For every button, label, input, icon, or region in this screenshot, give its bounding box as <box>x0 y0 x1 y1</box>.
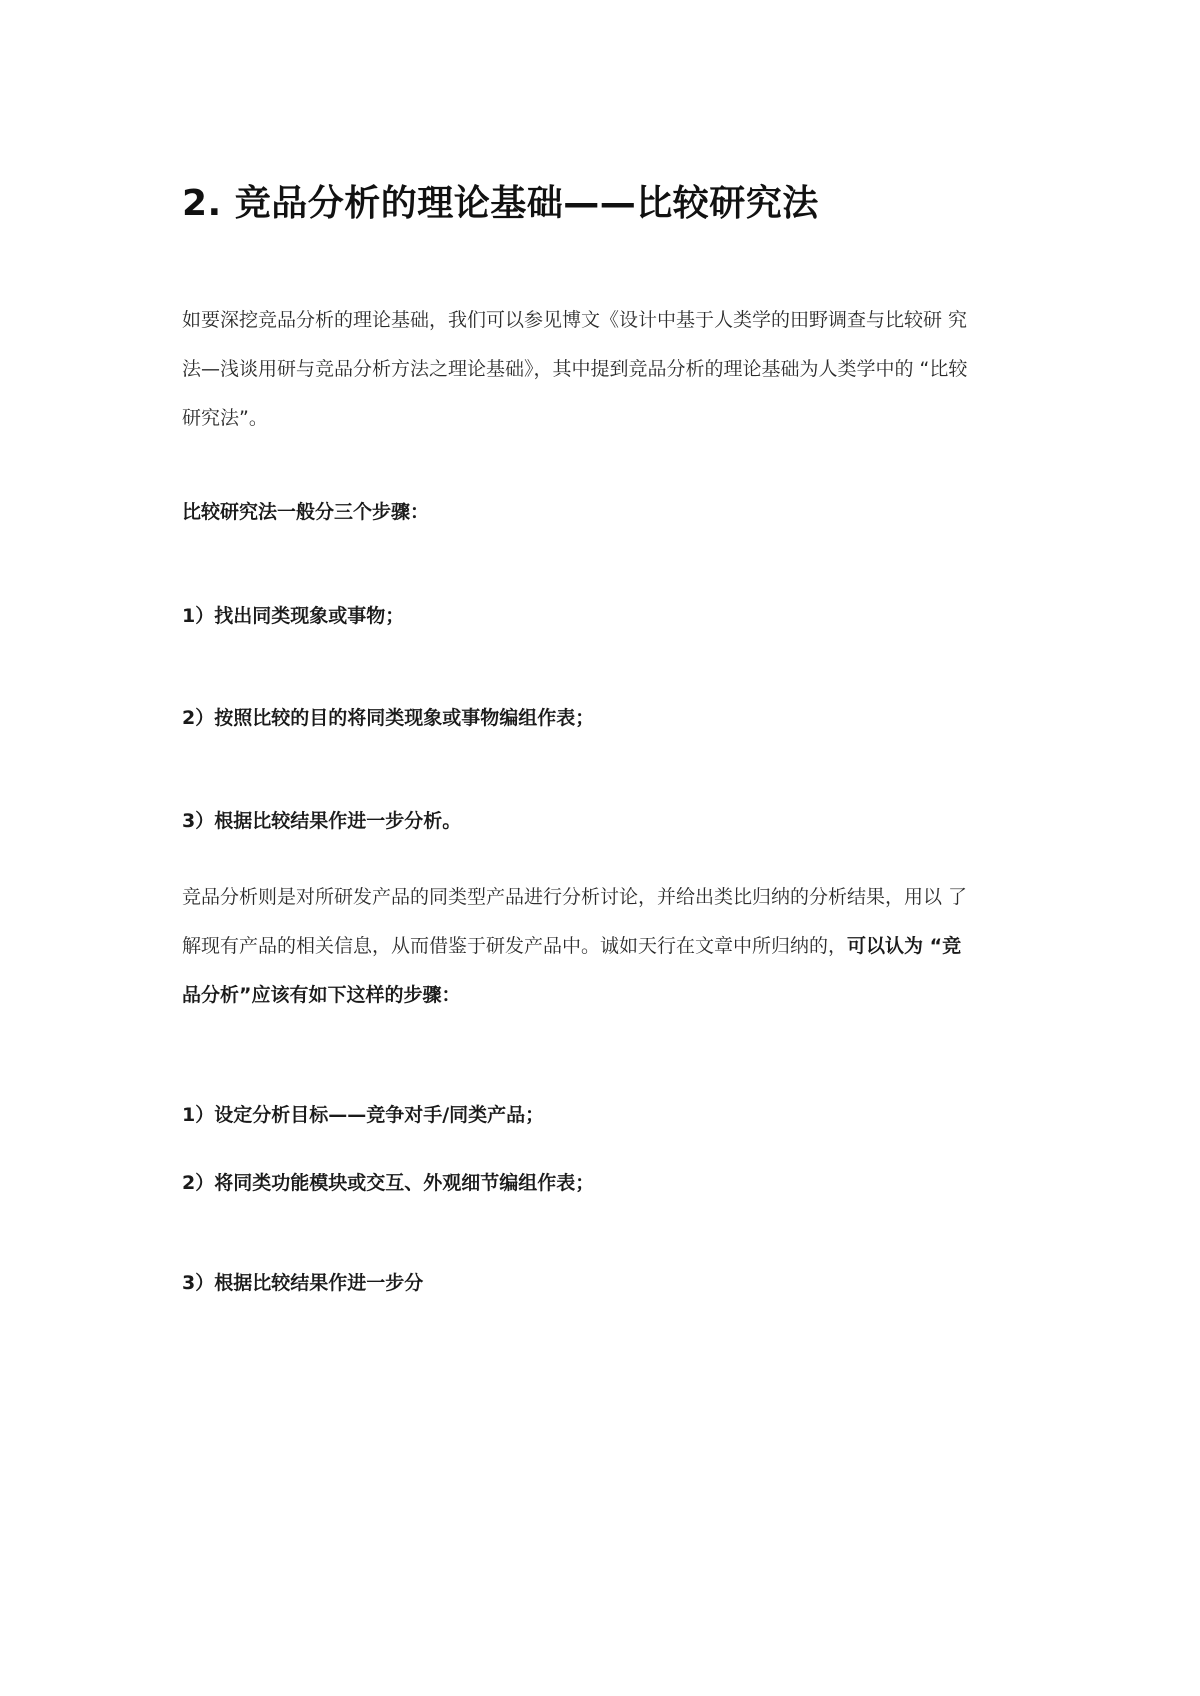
intro-line-3: 研究法”。 <box>182 407 268 429</box>
analysis-line-2-text: 解现有产品的相关信息，从而借鉴于研发产品中。诚如天行在文章中所归纳的， <box>182 935 848 957</box>
analysis-line-3: 品分析”应该有如下这样的步骤： <box>182 984 461 1006</box>
analysis-step-3: 3）根据比较结果作进一步分 <box>182 1272 424 1294</box>
intro-line-1: 如要深挖竞品分析的理论基础，我们可以参见博文《设计中基于人类学的田野调查与比较研 究 <box>182 309 968 331</box>
document-title: 2. 竞品分析的理论基础——比较研究法 <box>182 183 819 224</box>
analysis-line-1: 竞品分析则是对所研发产品的同类型产品进行分析讨论，并给出类比归纳的分析结果，用以 了 <box>182 886 968 908</box>
intro-line-2: 法—浅谈用研与竞品分析方法之理论基础》，其中提到竞品分析的理论基础为人类学中的 “比较 <box>182 358 968 380</box>
analysis-paragraph <box>182 873 1022 1020</box>
analysis-line-2 <box>182 922 1022 971</box>
method-heading: 比较研究法一般分三个步骤： <box>182 501 430 523</box>
method-step-2: 2）按照比较的目的将同类现象或事物编组作表； <box>182 707 595 729</box>
analysis-line-2-emphasis: 可以认为 “竞 <box>847 935 962 957</box>
analysis-step-1: 1）设定分析目标——竞争对手/同类产品； <box>182 1104 545 1126</box>
analysis-step-2: 2）将同类功能模块或交互、外观细节编组作表； <box>182 1172 595 1194</box>
method-step-1: 1）找出同类现象或事物； <box>182 605 405 627</box>
method-step-3: 3）根据比较结果作进一步分析。 <box>182 810 462 832</box>
intro-paragraph <box>182 296 1022 443</box>
